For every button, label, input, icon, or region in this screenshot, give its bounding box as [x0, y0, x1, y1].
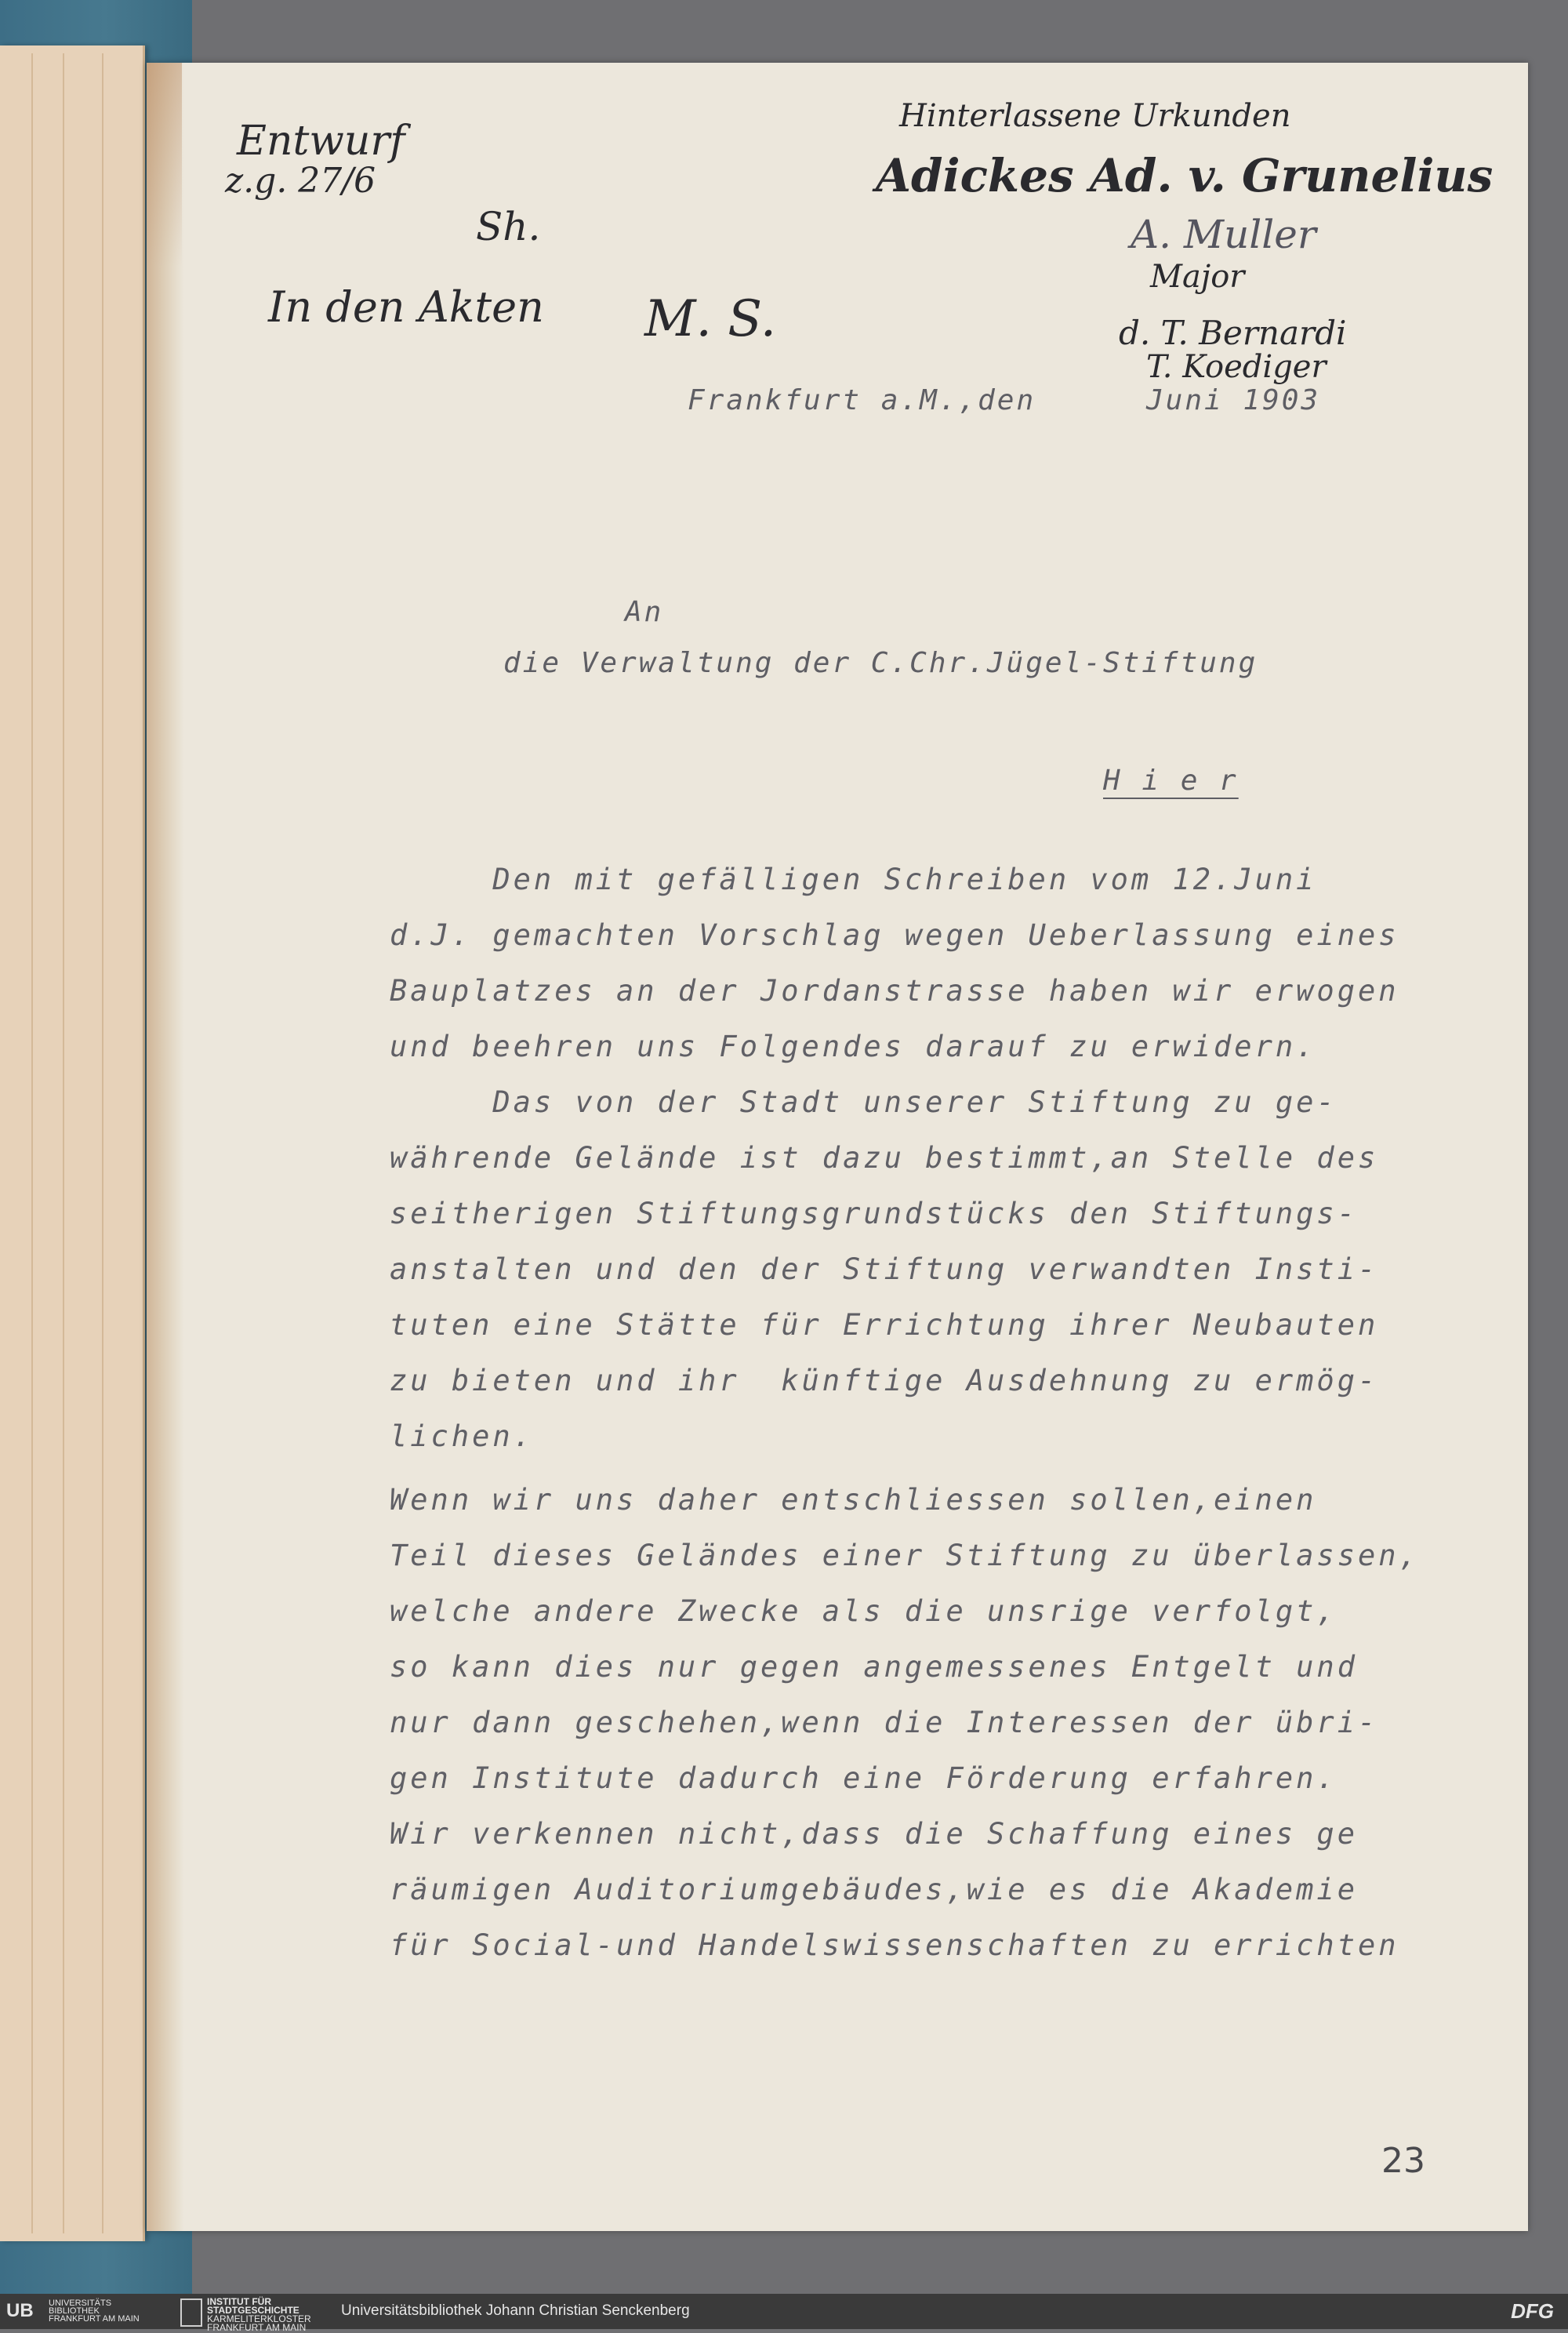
signature-line-2: Adickes Ad. v. Grunelius: [876, 149, 1494, 202]
signature-line-3: A. Muller: [1131, 212, 1316, 257]
body-line: zu bieten und ihr künftige Ausdehnung zu ermög-: [390, 1364, 1379, 1397]
place-line: Frankfurt a.M.,den: [688, 384, 1036, 416]
body-line: Teil dieses Geländes einer Stiftung zu überlassen,: [390, 1539, 1420, 1572]
institute-logo-text: INSTITUT FÜR STADTGESCHICHTE KARMELITERKLOSTER FRANKFURT AM MAIN: [207, 2296, 311, 2333]
signature-line-5: d. T. Bernardi: [1119, 314, 1347, 352]
note-initial: Sh.: [476, 204, 541, 249]
ub-logo: UB: [6, 2300, 34, 2321]
body-line: lichen.: [390, 1419, 534, 1453]
body-line: Das von der Stadt unserer Stiftung zu ge-: [390, 1085, 1338, 1119]
body-line: nur dann geschehen,wenn die Interessen der übri-: [390, 1706, 1379, 1739]
body-line: und beehren uns Folgendes darauf zu erwidern.: [390, 1030, 1317, 1063]
body-line: währende Gelände ist dazu bestimmt,an Stelle des: [390, 1141, 1379, 1175]
note-entwurf: Entwurf: [237, 118, 405, 165]
body-line: so kann dies nur gegen angemessenes Entgelt und: [390, 1650, 1358, 1684]
body-line: Bauplatzes an der Jordanstrasse haben wir erwogen: [390, 974, 1399, 1008]
body-line: gen Institute dadurch eine Förderung erfahren.: [390, 1761, 1338, 1795]
footer-bar: [0, 2294, 1568, 2333]
signature-line-4: Major: [1150, 259, 1245, 295]
paper-stain-top: [147, 63, 182, 267]
note-akten: In den Akten: [268, 282, 544, 332]
date-line: Juni 1903: [1146, 384, 1321, 416]
note-initials-center: M. S.: [644, 290, 777, 348]
body-line: anstalten und den der Stiftung verwandten Insti-: [390, 1252, 1379, 1286]
body-line: welche andere Zwecke als die unsrige verfolgt,: [390, 1594, 1338, 1628]
body-line: d.J. gemachten Vorschlag wegen Ueberlassung eines: [390, 918, 1399, 952]
body-line: Wir verkennen nicht,dass die Schaffung eines ge: [390, 1817, 1358, 1851]
letter-sheet: [147, 63, 1528, 2231]
recipient: die Verwaltung der C.Chr.Jügel-Stiftung: [503, 647, 1258, 679]
body-line: Wenn wir uns daher entschliessen sollen,einen: [390, 1483, 1317, 1517]
body-line: Den mit gefälligen Schreiben vom 12.Juni: [390, 863, 1317, 896]
signature-line-6: T. Koediger: [1146, 349, 1327, 385]
salutation: An: [625, 596, 664, 628]
institute-logo-icon: [180, 2298, 202, 2327]
body-line: räumigen Auditoriumgebäudes,wie es die Akademie: [390, 1873, 1358, 1906]
recipient-place: H i e r: [1103, 765, 1239, 797]
library-name: Universitätsbibliothek Johann Christian Senckenberg: [341, 2302, 690, 2319]
page-number: 23: [1381, 2141, 1425, 2181]
body-line: für Social-und Handelswissenschaften zu errichten: [390, 1928, 1399, 1962]
ub-logo-text: UNIVERSITÄTS BIBLIOTHEK FRANKFURT AM MAIN: [49, 2298, 140, 2324]
dfg-logo: DFG: [1511, 2299, 1554, 2323]
page-stack: [0, 45, 145, 2241]
signature-line-1: Hinterlassene Urkunden: [899, 98, 1291, 134]
body-line: tuten eine Stätte für Errichtung ihrer Neubauten: [390, 1308, 1379, 1342]
note-date: z.g. 27/6: [225, 161, 376, 201]
paper-stain: [147, 63, 184, 2231]
letter-body: [390, 863, 1503, 2070]
body-line: seitherigen Stiftungsgrundstücks den Stiftungs-: [390, 1197, 1358, 1230]
